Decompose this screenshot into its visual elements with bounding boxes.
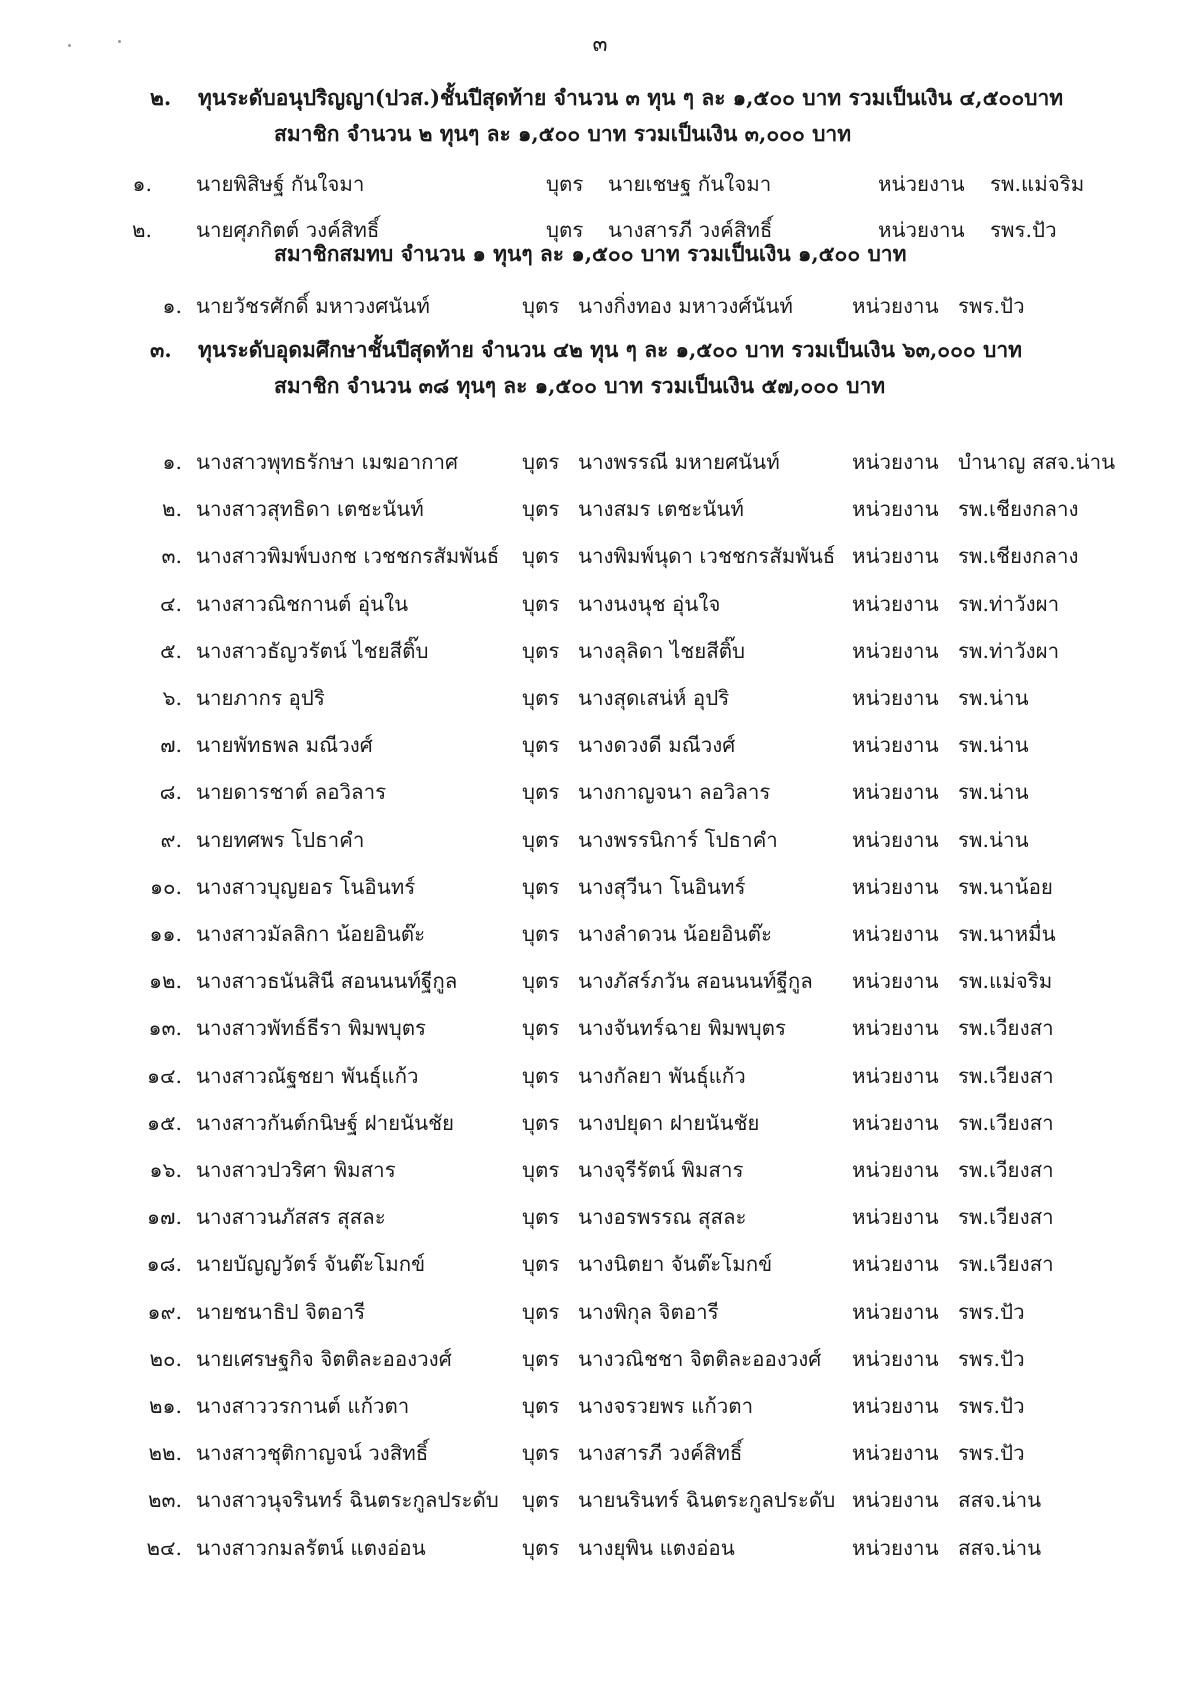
relation-label: บุตร: [522, 1299, 560, 1324]
row-number: ๙.: [160, 827, 182, 852]
row-number: ๒.: [131, 218, 152, 242]
section-2-members-heading: สมาชิก จำนวน ๒ ทุนๆ ละ ๑,๕๐๐ บาท รวมเป็นเงิน ๓,๐๐๐ บาท: [274, 121, 852, 146]
parent-name: นายนรินทร์ ฉินตระกูลประดับ: [578, 1488, 836, 1513]
unit-label: หน่วยงาน: [852, 638, 939, 663]
table-row: [0, 1012, 1200, 1046]
table-row: [0, 1390, 1200, 1424]
recipient-name: นางสาวกันต์กนิษฐ์ ฝายนันชัย: [196, 1110, 455, 1135]
recipient-name: นายวัชรศักดิ์ มหาวงศนันท์: [196, 294, 430, 318]
relation-label: บุตร: [522, 1205, 560, 1230]
row-number: ๒๔.: [146, 1535, 182, 1560]
recipient-name: นายดารชาต์ ลอวิลาร: [196, 780, 387, 805]
row-number: ๑.: [162, 450, 182, 474]
table-row: [0, 493, 1200, 527]
table-row: [0, 290, 1200, 324]
table-row: [0, 871, 1200, 905]
recipient-name: นายเศรษฐกิจ จิตติละอองวงศ์: [196, 1346, 452, 1371]
table-row: [0, 1060, 1200, 1094]
unit-label: หน่วยงาน: [852, 780, 939, 805]
recipient-name: นางสาวพัทธ์ธีรา พิมพบุตร: [196, 1016, 427, 1041]
row-number: ๒๑.: [148, 1394, 182, 1418]
recipient-name: นายทศพร โปธาคำ: [196, 827, 365, 852]
table-row: [0, 1201, 1200, 1235]
parent-name: นางกิ่งทอง มหาวงศ์นันท์: [578, 294, 793, 318]
unit-name: รพ.แม่จริม: [958, 969, 1053, 994]
row-number: ๑๔.: [146, 1063, 182, 1088]
row-number: ๑๑.: [149, 922, 182, 946]
unit-name: รพ.ท่าวังผา: [958, 638, 1060, 663]
section-2-assoc-heading: สมาชิกสมทบ จำนวน ๑ ทุนๆ ละ ๑,๕๐๐ บาท รวมเป็นเงิน ๑,๕๐๐ บาท: [274, 241, 907, 266]
recipient-name: นางสาววรกานต์ แก้วตา: [196, 1394, 410, 1418]
row-number: ๑๕.: [146, 1110, 182, 1135]
parent-name: นางดวงดี มณีวงศ์: [578, 733, 736, 758]
section-3-heading-text: ทุนระดับอุดมศึกษาชั้นปีสุดท้าย จำนวน ๔๒ ทุน ๆ ละ ๑,๕๐๐ บาท รวมเป็นเงิน ๖๓,๐๐๐ บาท: [198, 337, 1023, 362]
parent-name: นางพิกุล จิตอารี: [578, 1299, 719, 1324]
unit-label: หน่วยงาน: [852, 591, 939, 616]
section-3-members-heading: สมาชิก จำนวน ๓๘ ทุนๆ ละ ๑,๕๐๐ บาท รวมเป็นเงิน ๕๗,๐๐๐ บาท: [274, 373, 886, 398]
relation-label: บุตร: [522, 827, 560, 852]
unit-name: รพร.ปัว: [958, 1441, 1025, 1466]
unit-label: หน่วยงาน: [852, 450, 939, 474]
relation-label: บุตร: [522, 1535, 560, 1560]
unit-label: หน่วยงาน: [852, 1535, 939, 1560]
row-number: ๑.: [132, 172, 152, 196]
unit-label: หน่วยงาน: [852, 1016, 939, 1041]
row-number: ๕.: [159, 638, 182, 663]
row-number: ๗.: [160, 733, 182, 758]
unit-label: หน่วยงาน: [852, 497, 939, 522]
relation-label: บุตร: [522, 294, 560, 318]
unit-label: หน่วยงาน: [878, 172, 965, 196]
table-row: [0, 540, 1200, 574]
row-number: ๒๒.: [148, 1441, 182, 1466]
unit-name: รพร.ปัว: [990, 218, 1057, 242]
parent-name: นางจันทร์ฉาย พิมพบุตร: [578, 1016, 786, 1041]
recipient-name: นางสาวปวริศา พิมสาร: [196, 1158, 396, 1182]
parent-name: นางสุวีนา โนอินทร์: [578, 874, 746, 899]
row-number: ๑๙.: [147, 1299, 182, 1324]
parent-name: นางลำดวน น้อยอินต๊ะ: [578, 922, 772, 946]
table-row: [0, 729, 1200, 763]
unit-name: สสจ.น่าน: [958, 1535, 1042, 1560]
unit-name: รพร.ปัว: [958, 1346, 1025, 1371]
parent-name: นางนงนุช อุ่นใจ: [578, 591, 721, 616]
parent-name: นางจุรีรัตน์ พิมสาร: [578, 1158, 744, 1182]
recipient-name: นางสาวณัฐชยา พันธุ์แก้ว: [196, 1063, 419, 1088]
unit-name: รพ.นาหมื่น: [958, 922, 1056, 946]
table-row: [0, 682, 1200, 716]
relation-label: บุตร: [522, 450, 560, 474]
relation-label: บุตร: [522, 922, 560, 946]
parent-name: นางอรพรรณ สุสละ: [578, 1205, 747, 1230]
section-2-number: ๒.: [150, 85, 172, 110]
recipient-name: นางสาวชุติกาญจน์ วงสิทธิ์: [196, 1441, 429, 1466]
parent-name: นางสารภี วงค์สิทธิ์: [608, 218, 773, 242]
row-number: ๑๘.: [146, 1252, 182, 1277]
parent-name: นางยุพิน แตงอ่อน: [578, 1535, 735, 1560]
parent-name: นางภัสร์ภวัน สอนนนท์ฐีกูล: [578, 969, 813, 994]
parent-name: นางพรรนิการ์ โปธาคำ: [578, 827, 778, 852]
unit-label: หน่วยงาน: [852, 1346, 939, 1371]
parent-name: นางสารภี วงค์สิทธิ์: [578, 1441, 743, 1466]
recipient-name: นางสาวพิมพ์บงกช เวชชกรสัมพันธ์: [196, 544, 500, 569]
row-number: ๒.: [161, 497, 182, 522]
relation-label: บุตร: [522, 1394, 560, 1418]
unit-name: รพ.เชียงกลาง: [958, 544, 1079, 569]
relation-label: บุตร: [522, 1110, 560, 1135]
unit-label: หน่วยงาน: [852, 922, 939, 946]
unit-label: หน่วยงาน: [852, 544, 939, 569]
relation-label: บุตร: [522, 969, 560, 994]
relation-label: บุตร: [522, 1158, 560, 1182]
unit-name: รพ.เวียงสา: [958, 1158, 1054, 1182]
unit-name: รพ.นาน้อย: [958, 874, 1053, 899]
unit-label: หน่วยงาน: [852, 827, 939, 852]
table-row: [0, 1248, 1200, 1282]
section-3-number: ๓.: [150, 337, 172, 362]
row-number: ๑.: [162, 294, 182, 318]
relation-label: บุตร: [522, 1441, 560, 1466]
recipient-name: นายศุภกิตต์ วงค์สิทธิ์: [196, 218, 380, 242]
row-number: ๘.: [159, 780, 182, 805]
table-row: [0, 1154, 1200, 1188]
unit-label: หน่วยงาน: [852, 1441, 939, 1466]
table-row: [0, 776, 1200, 810]
relation-label: บุตร: [522, 1063, 560, 1088]
row-number: ๒๓.: [147, 1488, 182, 1513]
row-number: ๑๐.: [149, 874, 182, 899]
table-row: [0, 1296, 1200, 1330]
table-row: [0, 1437, 1200, 1471]
relation-label: บุตร: [522, 544, 560, 569]
unit-name: สสจ.น่าน: [958, 1488, 1042, 1513]
recipient-name: นางสาวสุทธิดา เตชะนันท์: [196, 497, 424, 522]
recipient-name: นายชนาธิป จิตอารี: [196, 1299, 366, 1324]
unit-name: รพร.ปัว: [958, 1299, 1025, 1324]
recipient-name: นางสาวธัญวรัตน์ ไชยสีติ๊บ: [196, 638, 429, 663]
table-row: [0, 1107, 1200, 1141]
recipient-name: นางสาวบุญยอร โนอินทร์: [196, 874, 416, 899]
unit-name: รพร.ปัว: [958, 1394, 1025, 1418]
unit-name: รพ.เวียงสา: [958, 1063, 1054, 1088]
relation-label: บุตร: [522, 497, 560, 522]
recipient-name: นายพัทธพล มณีวงศ์: [196, 733, 373, 758]
parent-name: นางวณิชชา จิตติละอองวงศ์: [578, 1346, 822, 1371]
unit-name: รพ.เวียงสา: [958, 1205, 1054, 1230]
row-number: ๒๐.: [149, 1346, 182, 1371]
row-number: ๑๓.: [148, 1016, 182, 1041]
relation-label: บุตร: [522, 780, 560, 805]
recipient-name: นางสาวนุจรินทร์ ฉินตระกูลประดับ: [196, 1488, 499, 1513]
unit-name: รพ.น่าน: [958, 827, 1029, 852]
parent-name: นางกาญจนา ลอวิลาร: [578, 780, 771, 805]
unit-name: บำนาญ สสจ.น่าน: [958, 450, 1116, 474]
unit-label: หน่วยงาน: [852, 1252, 939, 1277]
recipient-name: นางสาวนภัสสร สุสละ: [196, 1205, 386, 1230]
relation-label: บุตร: [522, 874, 560, 899]
relation-label: บุตร: [522, 591, 560, 616]
table-row: [0, 965, 1200, 999]
recipient-name: นางสาวธนันสินี สอนนนท์ฐีกูล: [196, 969, 458, 994]
unit-label: หน่วยงาน: [852, 294, 939, 318]
relation-label: บุตร: [522, 733, 560, 758]
row-number: ๑๒.: [148, 969, 182, 994]
unit-label: หน่วยงาน: [852, 1110, 939, 1135]
row-number: ๔.: [159, 591, 182, 616]
unit-label: หน่วยงาน: [852, 1063, 939, 1088]
section-2-heading: [150, 82, 1063, 115]
unit-name: รพ.แม่จริม: [990, 172, 1085, 196]
table-row: [0, 1343, 1200, 1377]
parent-name: นางสุดเสน่ห์ อุปริ: [578, 686, 730, 710]
parent-name: นางสมร เตชะนันท์: [578, 497, 744, 522]
unit-name: รพ.น่าน: [958, 780, 1029, 805]
section-3-heading: [150, 334, 1022, 367]
parent-name: นางนิตยา จันต๊ะโมกข์: [578, 1252, 773, 1277]
unit-label: หน่วยงาน: [852, 1158, 939, 1182]
table-row: [0, 1484, 1200, 1518]
relation-label: บุตร: [522, 638, 560, 663]
recipient-name: นางสาวณิชกานต์ อุ่นใน: [196, 591, 409, 616]
unit-name: รพร.ปัว: [958, 294, 1025, 318]
unit-label: หน่วยงาน: [852, 686, 939, 710]
parent-name: นางกัลยา พันธุ์แก้ว: [578, 1063, 746, 1088]
table-row: [0, 635, 1200, 669]
unit-name: รพ.ท่าวังผา: [958, 591, 1060, 616]
table-row: [0, 824, 1200, 858]
unit-label: หน่วยงาน: [852, 733, 939, 758]
parent-name: นางจรวยพร แก้วตา: [578, 1394, 754, 1418]
table-row: [0, 168, 1200, 202]
recipient-name: นางสาวกมลรัตน์ แตงอ่อน: [196, 1535, 426, 1560]
unit-name: รพ.น่าน: [958, 686, 1029, 710]
page-number: ๓: [592, 32, 608, 57]
relation-label: บุตร: [522, 1346, 560, 1371]
unit-label: หน่วยงาน: [852, 1299, 939, 1324]
table-row: [0, 918, 1200, 952]
unit-label: หน่วยงาน: [852, 969, 939, 994]
relation-label: บุตร: [522, 1488, 560, 1513]
parent-name: นางพิมพ์นุดา เวชชกรสัมพันธ์: [578, 544, 836, 569]
parent-name: นายเชษฐ กันใจมา: [608, 172, 772, 196]
relation-label: บุตร: [522, 686, 560, 710]
recipient-name: นายภากร อุปริ: [196, 686, 325, 710]
row-number: ๓.: [161, 544, 182, 569]
recipient-name: นายบัญญวัตร์ จันต๊ะโมกข์: [196, 1252, 426, 1277]
parent-name: นางปยุดา ฝายนันชัย: [578, 1110, 760, 1135]
parent-name: นางลุลิดา ไชยสีติ๊บ: [578, 638, 746, 663]
relation-label: บุตร: [546, 218, 584, 242]
table-row: [0, 588, 1200, 622]
unit-label: หน่วยงาน: [852, 1488, 939, 1513]
relation-label: บุตร: [546, 172, 584, 196]
unit-name: รพ.น่าน: [958, 733, 1029, 758]
unit-name: รพ.เวียงสา: [958, 1252, 1054, 1277]
recipient-name: นางสาวมัลลิกา น้อยอินต๊ะ: [196, 922, 426, 946]
section-2-heading-text: ทุนระดับอนุปริญญา(ปวส.)ชั้นปีสุดท้าย จำนวน ๓ ทุน ๆ ละ ๑,๕๐๐ บาท รวมเป็นเงิน ๔,๕๐๐บาท: [198, 85, 1064, 110]
unit-label: หน่วยงาน: [852, 1205, 939, 1230]
table-row: [0, 1532, 1200, 1566]
unit-name: รพ.เวียงสา: [958, 1016, 1054, 1041]
row-number: ๑๗.: [147, 1205, 182, 1230]
unit-label: หน่วยงาน: [878, 218, 965, 242]
unit-name: รพ.เชียงกลาง: [958, 497, 1079, 522]
row-number: ๖.: [162, 686, 182, 710]
unit-name: รพ.เวียงสา: [958, 1110, 1054, 1135]
row-number: ๑๖.: [149, 1158, 182, 1182]
relation-label: บุตร: [522, 1016, 560, 1041]
table-row: [0, 446, 1200, 480]
unit-label: หน่วยงาน: [852, 1394, 939, 1418]
recipient-name: นายพิสิษฐ์ กันใจมา: [196, 172, 365, 196]
parent-name: นางพรรณี มหายศนันท์: [578, 450, 780, 474]
relation-label: บุตร: [522, 1252, 560, 1277]
unit-label: หน่วยงาน: [852, 874, 939, 899]
recipient-name: นางสาวพุทธรักษา เมฆอากาศ: [196, 450, 459, 474]
